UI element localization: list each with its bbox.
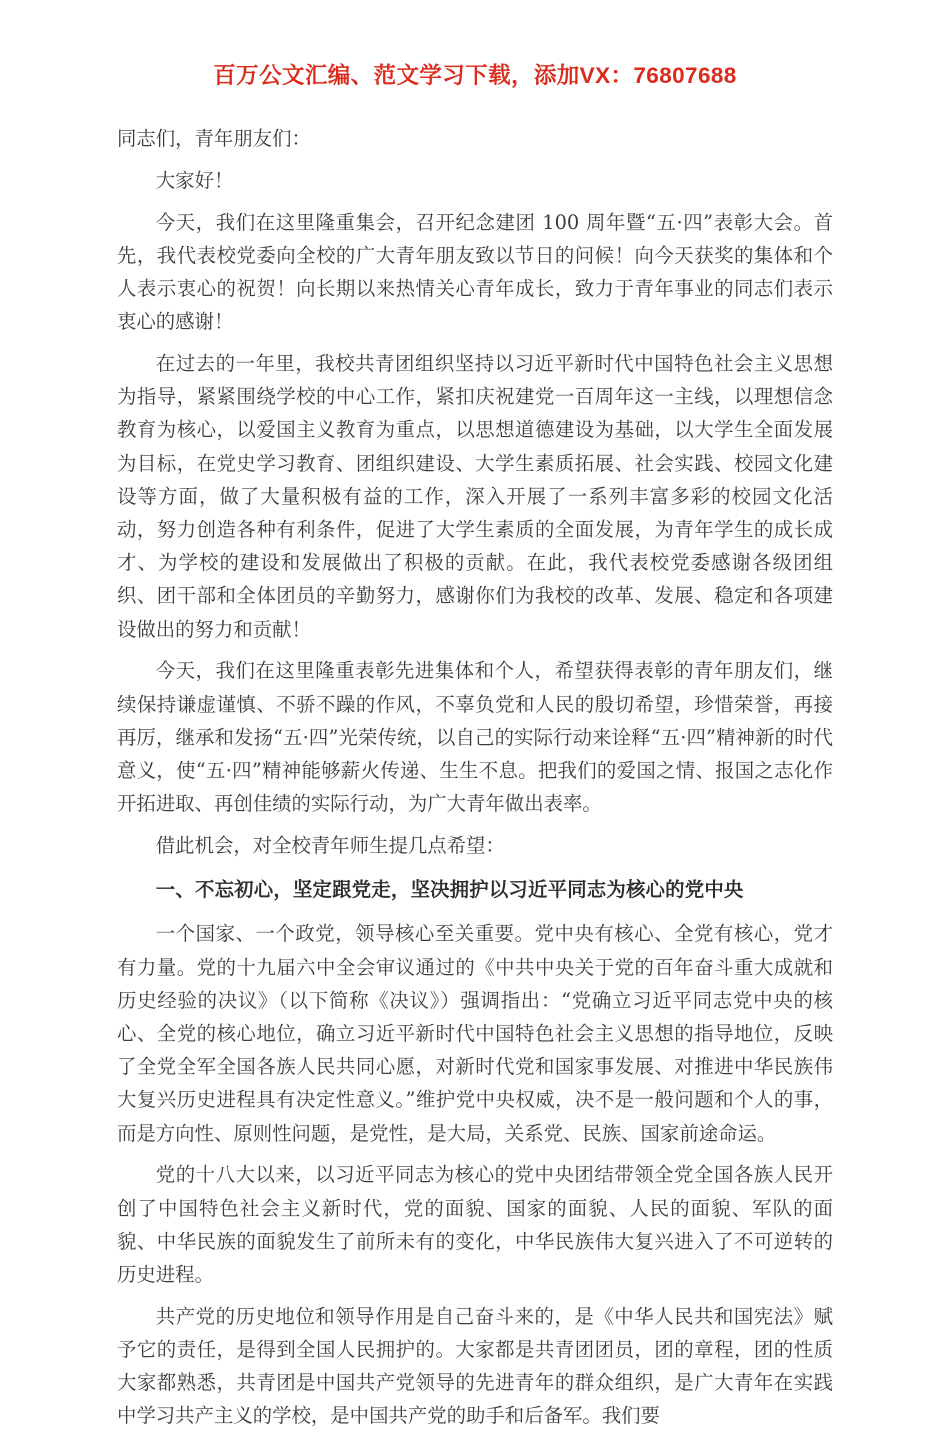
promo-banner-text: 百万公文汇编、范文学习下载，添加VX：76807688 [213,63,737,88]
document-body [117,122,833,1433]
paragraph-party-status: 共产党的历史地位和领导作用是自己奋斗来的，是《中华人民共和国宪法》赋予它的责任，是得到全国人民拥护的。大家都是共青团团员，团的章程，团的性质大家都熟悉，共青团是中国共产党领导的先进青年的群众组织，是广大青年在实践中学习共产主义的学校，是中国共产党的助手和后备军。我们要 [117,1304,833,1428]
paragraph-core-importance: 一个国家、一个政党，领导核心至关重要。党中央有核心、全党有核心，党才有力量。党的十九届六中全会审议通过的《中共中央关于党的百年奋斗重大成就和历史经验的决议》（以下简称《决议》）强调指出：“党确立习近平同志党中央的核心、全党的核心地位，确立习近平新时代中国特色社会主义思想的指导地位，反映了全党全军全国各族人民共同心愿，对新时代党和国家事发展、对推进中华民族伟大复兴历史进程具有决定性意义。”维护党中央权威，决不是一般问题和个人的事，而是方向性、原则性问题，是党性，是大局，关系党、民族、国家前途命运。 [117,922,833,1145]
paragraph-opening: 今天，我们在这里隆重集会，召开纪念建团 100 周年暨“五·四”表彰大会。首先，我代表校党委向全校的广大青年朋友致以节日的问候！向今天获奖的集体和个人表示衷心的祝贺！向长期以来热情关心青年成长，致力于青年事业的同志们表示衷心的感谢！ [117,210,833,334]
paragraph-past-year-review: 在过去的一年里，我校共青团组织坚持以习近平新时代中国特色社会主义思想为指导，紧紧围绕学校的中心工作，紧扣庆祝建党一百周年这一主线，以理想信念教育为核心，以爱国主义教育为重点，以思想道德建设为基础，以大学生全面发展为目标，在党史学习教育、团组织建设、大学生素质拓展、社会实践、校园文化建设等方面，做了大量积极有益的工作，深入开展了一系列丰富多彩的校园文化活动，努力创造各种有利条件，促进了大学生素质的全面发展，为青年学生的成长成才、为学校的建设和发展做出了积极的贡献。在此，我代表校党委感谢各级团组织、团干部和全体团员的辛勤努力，感谢你们为我校的改革、发展、稳定和各项建设做出的努力和贡献！ [117,352,833,641]
paragraph-greeting: 大家好！ [155,168,234,192]
section-heading-1: 一、不忘初心，坚定跟党走，坚决拥护以习近平同志为核心的党中央 [155,878,744,902]
paragraph-hopes-lead-in: 借此机会，对全校青年师生提几点希望： [155,834,505,858]
paragraph-since-18th-congress: 党的十八大以来，以习近平同志为核心的党中央团结带领全党全国各族人民开创了中国特色社会主义新时代，党的面貌、国家的面貌、人民的面貌、军队的面貌、中华民族的面貌发生了前所未有的变化，中华民族伟大复兴进入了不可逆转的历史进程。 [117,1163,833,1287]
paragraph-commendation-hopes: 今天，我们在这里隆重表彰先进集体和个人，希望获得表彰的青年朋友们，继续保持谦虚谨慎、不骄不躁的作风，不辜负党和人民的殷切希望，珍惜荣誉，再接再厉，继承和发扬“五·四”光荣传统，以自己的实际行动来诠释“五·四”精神新的时代意义，使“五·四”精神能够薪火传递、生生不息。把我们的爱国之情、报国之志化作开拓进取、再创佳绩的实际行动，为广大青年做出表率。 [117,659,833,816]
paragraph-salutation: 同志们，青年朋友们： [117,127,311,150]
